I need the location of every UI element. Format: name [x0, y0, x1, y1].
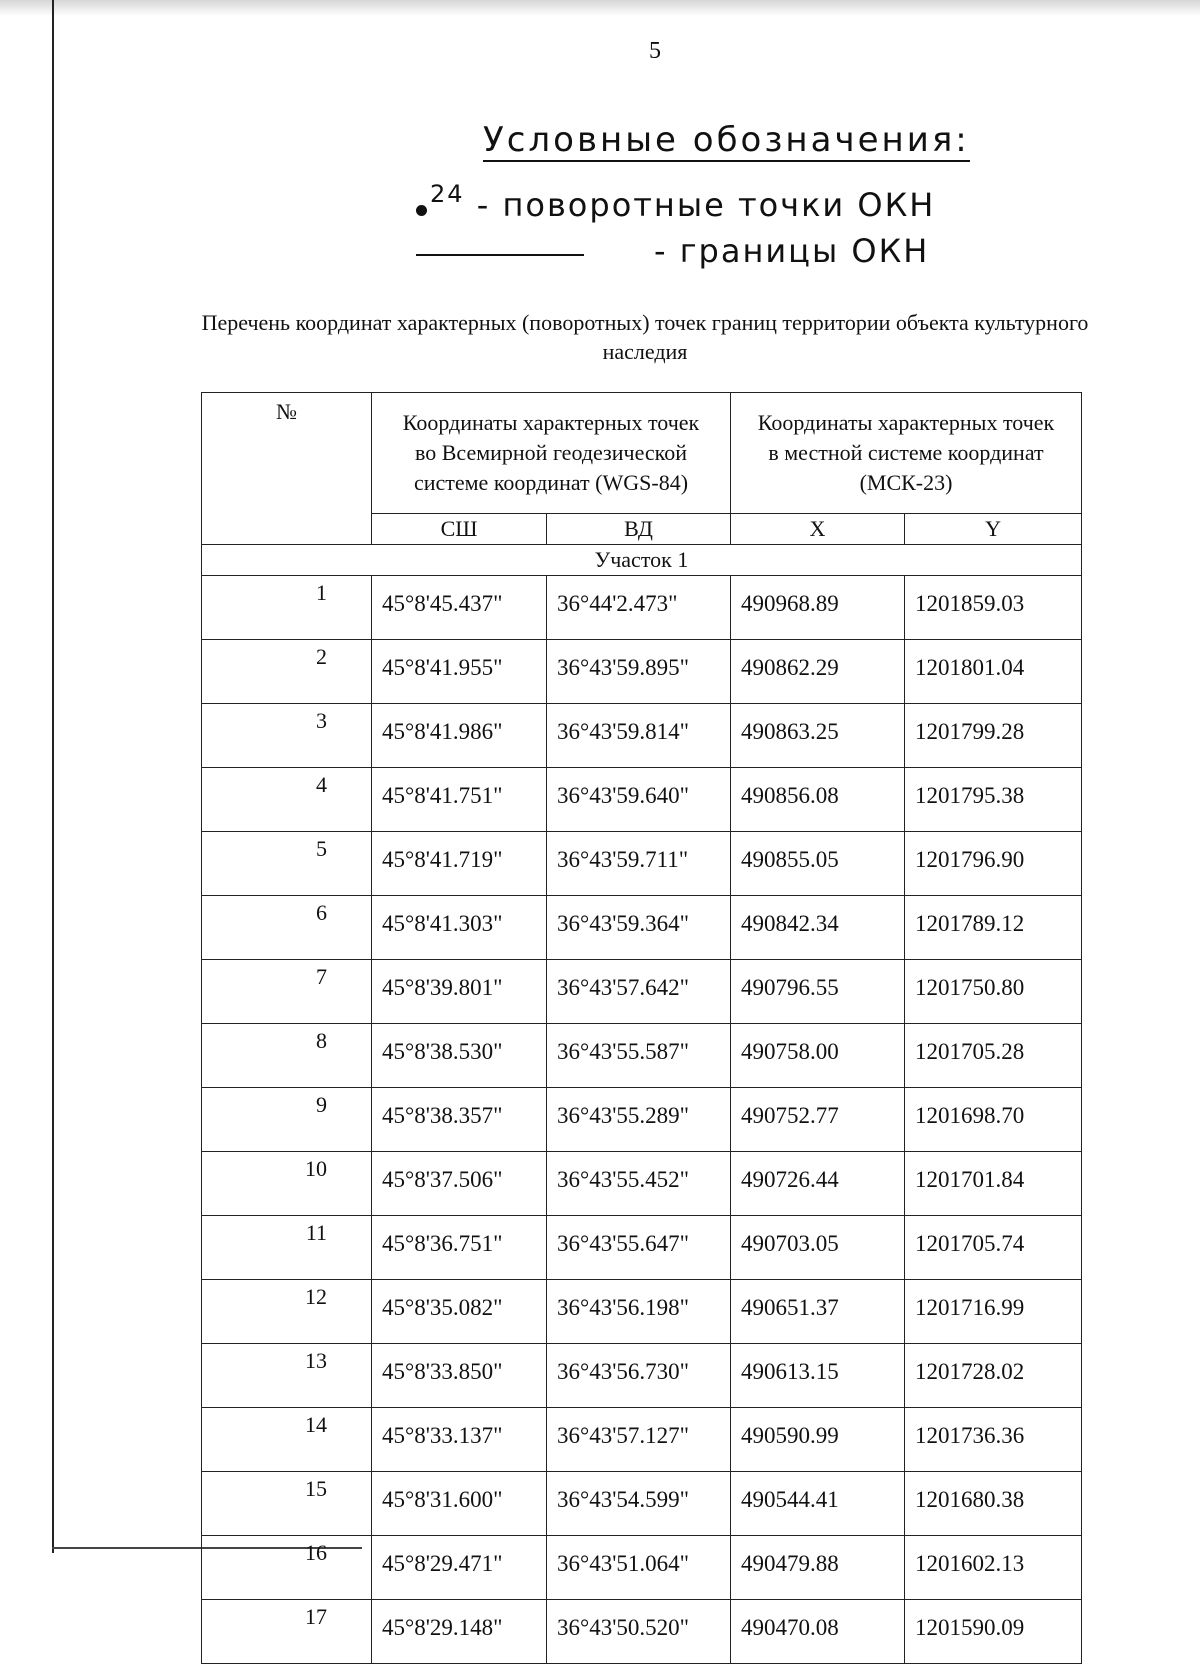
table-row — [202, 640, 1082, 704]
table-row — [202, 960, 1082, 1024]
longitude-cell: 36°43'56.198" — [547, 1280, 731, 1344]
longitude-cell: 36°43'55.289" — [547, 1088, 731, 1152]
legend-title: Условные обозначения: — [483, 120, 970, 160]
x-coordinate-cell: 490968.89 — [731, 576, 905, 640]
latitude-cell: 45°8'41.986" — [372, 704, 547, 768]
table-row — [202, 1280, 1082, 1344]
x-coordinate-cell: 490862.29 — [731, 640, 905, 704]
table-row — [202, 1536, 1082, 1600]
point-number-cell: 9 — [202, 1088, 372, 1152]
latitude-cell: 45°8'29.471" — [372, 1536, 547, 1600]
point-number-cell: 17 — [202, 1600, 372, 1664]
table-row — [202, 1216, 1082, 1280]
header-x: X — [731, 514, 905, 545]
coordinates-table — [201, 392, 1082, 1664]
longitude-cell: 36°43'57.642" — [547, 960, 731, 1024]
point-number-cell: 13 — [202, 1344, 372, 1408]
x-coordinate-cell: 490590.99 — [731, 1408, 905, 1472]
latitude-cell: 45°8'36.751" — [372, 1216, 547, 1280]
latitude-cell: 45°8'37.506" — [372, 1152, 547, 1216]
legend-point-entry — [416, 180, 936, 230]
table-row — [202, 832, 1082, 896]
point-number-cell: 11 — [202, 1216, 372, 1280]
point-number-cell: 10 — [202, 1152, 372, 1216]
header-msk23 — [731, 393, 1082, 514]
latitude-cell: 45°8'38.530" — [372, 1024, 547, 1088]
x-coordinate-cell: 490855.05 — [731, 832, 905, 896]
y-coordinate-cell: 1201602.13 — [905, 1536, 1082, 1600]
longitude-cell: 36°43'59.895" — [547, 640, 731, 704]
y-coordinate-cell: 1201736.36 — [905, 1408, 1082, 1472]
x-coordinate-cell: 490470.08 — [731, 1600, 905, 1664]
longitude-cell: 36°43'56.730" — [547, 1344, 731, 1408]
point-number-cell: 8 — [202, 1024, 372, 1088]
header-longitude: ВД — [547, 514, 731, 545]
latitude-cell: 45°8'33.850" — [372, 1344, 547, 1408]
x-coordinate-cell: 490651.37 — [731, 1280, 905, 1344]
longitude-cell: 36°44'2.473" — [547, 576, 731, 640]
table-row — [202, 1088, 1082, 1152]
y-coordinate-cell: 1201795.38 — [905, 768, 1082, 832]
y-coordinate-cell: 1201796.90 — [905, 832, 1082, 896]
longitude-cell: 36°43'59.364" — [547, 896, 731, 960]
table-caption: Перечень координат характерных (поворотных) точек границ территории объекта культурного наследия — [201, 310, 1089, 364]
table-row — [202, 576, 1082, 640]
latitude-cell: 45°8'41.303" — [372, 896, 547, 960]
section-title: Участок 1 — [202, 545, 1082, 576]
y-coordinate-cell: 1201680.38 — [905, 1472, 1082, 1536]
longitude-cell: 36°43'55.452" — [547, 1152, 731, 1216]
section-row — [202, 545, 1082, 576]
longitude-cell: 36°43'50.520" — [547, 1600, 731, 1664]
legend-point-label: 24 — [430, 180, 465, 208]
point-number-cell: 3 — [202, 704, 372, 768]
x-coordinate-cell: 490544.41 — [731, 1472, 905, 1536]
table-row — [202, 896, 1082, 960]
latitude-cell: 45°8'39.801" — [372, 960, 547, 1024]
table-row — [202, 1152, 1082, 1216]
latitude-cell: 45°8'31.600" — [372, 1472, 547, 1536]
table-row — [202, 704, 1082, 768]
boundary-line-icon — [416, 254, 584, 256]
scan-top-shadow — [0, 0, 1200, 16]
x-coordinate-cell: 490703.05 — [731, 1216, 905, 1280]
x-coordinate-cell: 490842.34 — [731, 896, 905, 960]
latitude-cell: 45°8'45.437" — [372, 576, 547, 640]
point-number-cell: 1 — [202, 576, 372, 640]
y-coordinate-cell: 1201705.28 — [905, 1024, 1082, 1088]
x-coordinate-cell: 490863.25 — [731, 704, 905, 768]
point-number-cell: 16 — [202, 1536, 372, 1600]
longitude-cell: 36°43'59.640" — [547, 768, 731, 832]
header-wgs84 — [372, 393, 731, 514]
longitude-cell: 36°43'59.814" — [547, 704, 731, 768]
header-wgs84-text: Координаты характерных точек во Всемирной геодезической системе координат (WGS-84) — [402, 410, 700, 495]
y-coordinate-cell: 1201716.99 — [905, 1280, 1082, 1344]
point-number-cell: 14 — [202, 1408, 372, 1472]
point-number-cell: 6 — [202, 896, 372, 960]
legend-line-entry — [416, 232, 930, 276]
y-coordinate-cell: 1201750.80 — [905, 960, 1082, 1024]
header-number: № — [202, 393, 372, 545]
header-latitude: СШ — [372, 514, 547, 545]
x-coordinate-cell: 490479.88 — [731, 1536, 905, 1600]
longitude-cell: 36°43'54.599" — [547, 1472, 731, 1536]
table-row — [202, 768, 1082, 832]
y-coordinate-cell: 1201859.03 — [905, 576, 1082, 640]
point-marker-icon — [416, 205, 427, 216]
x-coordinate-cell: 490856.08 — [731, 768, 905, 832]
x-coordinate-cell: 490796.55 — [731, 960, 905, 1024]
point-number-cell: 5 — [202, 832, 372, 896]
legend-line-text: - границы ОКН — [654, 232, 930, 270]
y-coordinate-cell: 1201698.70 — [905, 1088, 1082, 1152]
y-coordinate-cell: 1201705.74 — [905, 1216, 1082, 1280]
latitude-cell: 45°8'41.719" — [372, 832, 547, 896]
x-coordinate-cell: 490613.15 — [731, 1344, 905, 1408]
longitude-cell: 36°43'59.711" — [547, 832, 731, 896]
point-number-cell: 2 — [202, 640, 372, 704]
page-number: 5 — [649, 38, 661, 64]
latitude-cell: 45°8'41.751" — [372, 768, 547, 832]
table-row — [202, 1408, 1082, 1472]
latitude-cell: 45°8'38.357" — [372, 1088, 547, 1152]
y-coordinate-cell: 1201801.04 — [905, 640, 1082, 704]
latitude-cell: 45°8'29.148" — [372, 1600, 547, 1664]
y-coordinate-cell: 1201590.09 — [905, 1600, 1082, 1664]
longitude-cell: 36°43'55.587" — [547, 1024, 731, 1088]
table-row — [202, 1600, 1082, 1664]
header-msk23-text: Координаты характерных точек в местной системе координат (МСК-23) — [757, 410, 1055, 495]
x-coordinate-cell: 490758.00 — [731, 1024, 905, 1088]
y-coordinate-cell: 1201701.84 — [905, 1152, 1082, 1216]
point-number-cell: 7 — [202, 960, 372, 1024]
y-coordinate-cell: 1201799.28 — [905, 704, 1082, 768]
x-coordinate-cell: 490752.77 — [731, 1088, 905, 1152]
table-row — [202, 1024, 1082, 1088]
point-number-cell: 15 — [202, 1472, 372, 1536]
latitude-cell: 45°8'41.955" — [372, 640, 547, 704]
longitude-cell: 36°43'51.064" — [547, 1536, 731, 1600]
page-left-edge — [52, 0, 54, 1553]
longitude-cell: 36°43'55.647" — [547, 1216, 731, 1280]
x-coordinate-cell: 490726.44 — [731, 1152, 905, 1216]
latitude-cell: 45°8'35.082" — [372, 1280, 547, 1344]
table-header-row — [202, 393, 1082, 514]
longitude-cell: 36°43'57.127" — [547, 1408, 731, 1472]
point-number-cell: 12 — [202, 1280, 372, 1344]
legend-point-text: - поворотные точки ОКН — [476, 186, 936, 224]
latitude-cell: 45°8'33.137" — [372, 1408, 547, 1472]
point-number-cell: 4 — [202, 768, 372, 832]
y-coordinate-cell: 1201789.12 — [905, 896, 1082, 960]
header-y: Y — [905, 514, 1082, 545]
table-row — [202, 1344, 1082, 1408]
table-row — [202, 1472, 1082, 1536]
y-coordinate-cell: 1201728.02 — [905, 1344, 1082, 1408]
